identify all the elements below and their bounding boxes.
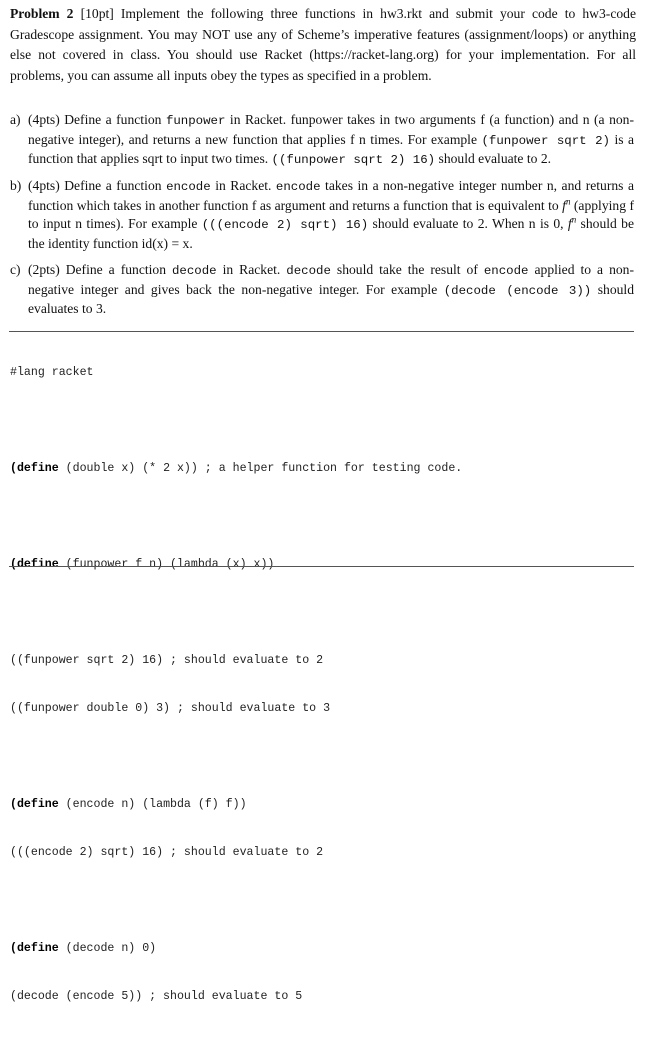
- problem-intro-text: Implement the following three functions in hw3.rkt and submit your code to hw3-code Gradescope assignment. You may NOT use any of Scheme’s imperative features (assignment/loops) or anything else not covered in class. You should use Racket (https://racket-lang.org) for your implementation. For all problems, you can assume all inputs obey the types as specified in a problem.: [10, 6, 636, 83]
- code-funpower-rest: (funpower f n) (lambda (x) x)): [58, 558, 275, 571]
- problem-intro: [10, 4, 636, 86]
- problem-points: [10pt]: [80, 6, 114, 21]
- code-line-test-1: ((funpower sqrt 2) 16) ; should evaluate to 2: [10, 654, 324, 667]
- code-line-funpower: [10, 557, 634, 573]
- part-c-code-1: decode: [171, 264, 217, 278]
- part-a-code-1: funpower: [165, 114, 226, 128]
- part-b-text-4: (applying f to input n times). For example: [28, 197, 634, 232]
- code-blank: [10, 509, 634, 525]
- part-b-f-power-2: [568, 216, 576, 231]
- part-b-label: b): [10, 178, 22, 193]
- code-decode-rest: (decode n) 0): [58, 942, 157, 955]
- part-a-text-1: (4pts) Define a function: [28, 112, 166, 127]
- keyword-define: (define: [10, 798, 59, 811]
- part-b-text: [28, 177, 634, 253]
- code-line-encode: [10, 797, 634, 813]
- part-c-text-2: in Racket.: [216, 262, 287, 277]
- code-line-test-4: (decode (encode 5)) ; should evaluate to 5: [10, 990, 303, 1003]
- part-b-f-2: f: [567, 216, 572, 232]
- code-line-lang: #lang racket: [10, 366, 94, 379]
- part-c-text-5: should evaluates to 3.: [28, 281, 634, 317]
- part-a-text-2: in Racket. funpower takes in two arguments f (a function) and n (a non-negative integer), and returns a new function that applies f n times. For example: [28, 112, 634, 147]
- keyword-define: (define: [10, 942, 59, 955]
- part-c-text: [28, 261, 634, 319]
- code-blank: [10, 893, 634, 909]
- part-b-exp-2: n: [571, 214, 577, 225]
- code-bottom-rule: [9, 566, 634, 567]
- part-c-code-3: encode: [483, 264, 529, 278]
- part-c-text-3: should take the result of: [330, 262, 484, 277]
- part-c-code-4: (decode (encode 3)): [443, 283, 592, 298]
- code-blank: [10, 605, 634, 621]
- code-top-rule: [9, 331, 634, 332]
- part-b-f-1: f: [562, 197, 566, 213]
- code-blank: [10, 749, 634, 765]
- code-blank: [10, 413, 634, 429]
- part-a-text: [28, 111, 634, 170]
- part-c-label: c): [10, 262, 21, 277]
- part-b: [10, 177, 634, 253]
- code-listing: [10, 333, 634, 1037]
- part-b-text-3: takes in a non-negative integer number n, and returns a function which takes in another function f as argument and returns a function that is equivalent to: [28, 178, 634, 213]
- part-b-code-3: (((encode 2) sqrt) 16): [201, 218, 369, 233]
- part-c-text-1: (2pts) Define a function: [28, 262, 172, 277]
- part-b-text-6: should be the identity function id(x) = x.: [28, 216, 634, 251]
- part-a-text-3: is a function that applies sqrt to input two times.: [28, 131, 634, 167]
- part-b-code-2: encode: [275, 180, 321, 194]
- part-b-exp-1: n: [565, 196, 571, 207]
- part-b-code-1: encode: [166, 180, 211, 194]
- code-encode-rest: (encode n) (lambda (f) f)): [58, 798, 247, 811]
- part-b-text-2: in Racket.: [210, 178, 276, 193]
- code-line-decode: [10, 941, 634, 957]
- code-line-test-3: (((encode 2) sqrt) 16) ; should evaluate to 2: [10, 846, 324, 859]
- code-double-rest: (double x) (* 2 x)) ; a helper function for testing code.: [58, 462, 463, 475]
- keyword-define: (define: [10, 462, 59, 475]
- part-c-code-2: decode: [286, 264, 331, 278]
- part-a-code-3: ((funpower sqrt 2) 16): [271, 153, 436, 168]
- part-a: [10, 111, 634, 170]
- part-c: [10, 261, 634, 319]
- part-b-text-1: (4pts) Define a function: [28, 178, 167, 193]
- part-a-text-4: should evaluate to 2.: [435, 151, 552, 167]
- part-a-label: a): [10, 112, 21, 127]
- problem-title: Problem 2: [10, 6, 74, 21]
- code-line-test-2: ((funpower double 0) 3) ; should evaluate to 3: [10, 702, 331, 715]
- part-c-text-4: applied to a non-negative integer and gives back the non-negative integer. For example: [28, 262, 634, 297]
- part-b-text-5: should evaluate to 2. When n is 0,: [368, 216, 568, 232]
- keyword-define: (define: [10, 558, 59, 571]
- code-line-double: [10, 461, 634, 477]
- part-a-code-2: (funpower sqrt 2): [481, 133, 610, 148]
